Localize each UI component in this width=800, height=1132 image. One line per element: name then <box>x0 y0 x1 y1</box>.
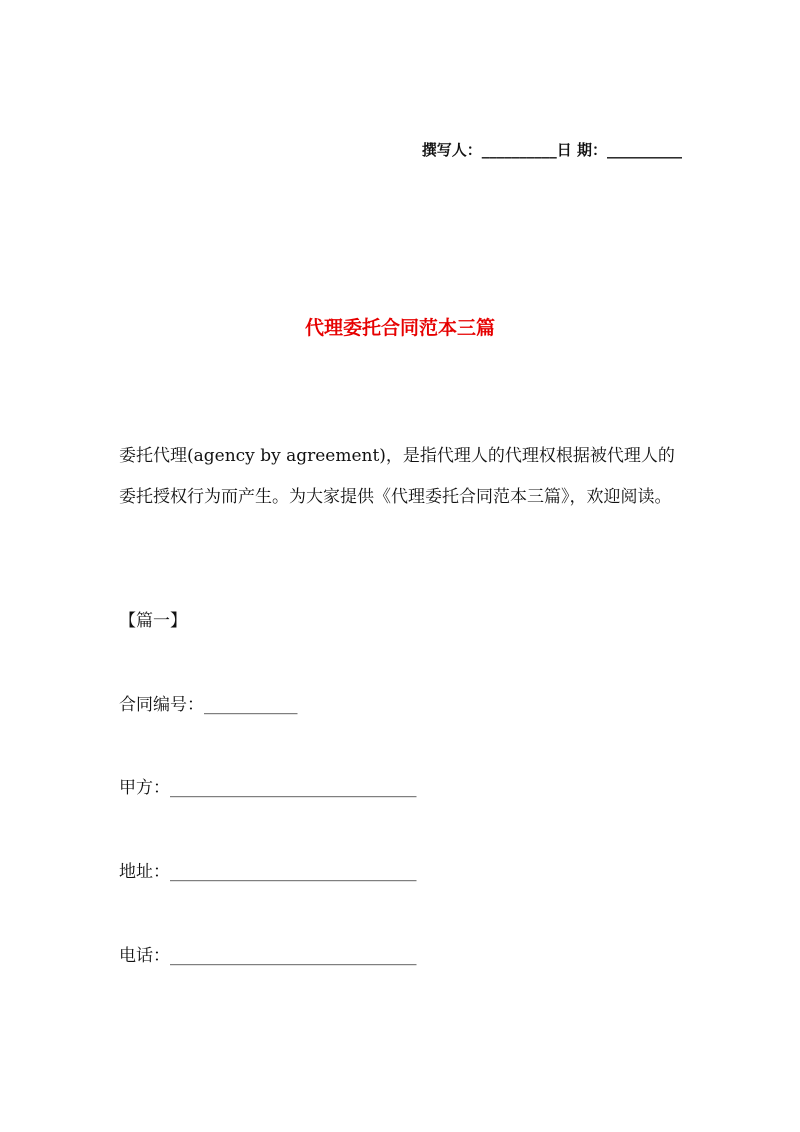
contract-number-field: 合同编号：___________ <box>119 695 298 715</box>
document-title: 代理委托合同范本三篇 <box>304 317 495 339</box>
party-a-field: 甲方：_____________________________ <box>119 778 417 798</box>
author-label: 撰写人： <box>421 141 482 159</box>
address-field: 地址：_____________________________ <box>119 862 417 882</box>
phone-field: 电话：_____________________________ <box>119 946 417 966</box>
author-blank: __________ <box>481 141 557 159</box>
section-heading: 【篇一】 <box>119 611 187 631</box>
date-label: 日 期： <box>556 141 607 159</box>
intro-paragraph: 委托代理(agency by agreement)，是指代理人的代理权根据被代理人的委托授权行为而产生。为大家提供《代理委托合同范本三篇》，欢迎阅读。 <box>119 446 675 507</box>
author-date-line <box>422 138 682 162</box>
date-blank: __________ <box>607 141 682 159</box>
